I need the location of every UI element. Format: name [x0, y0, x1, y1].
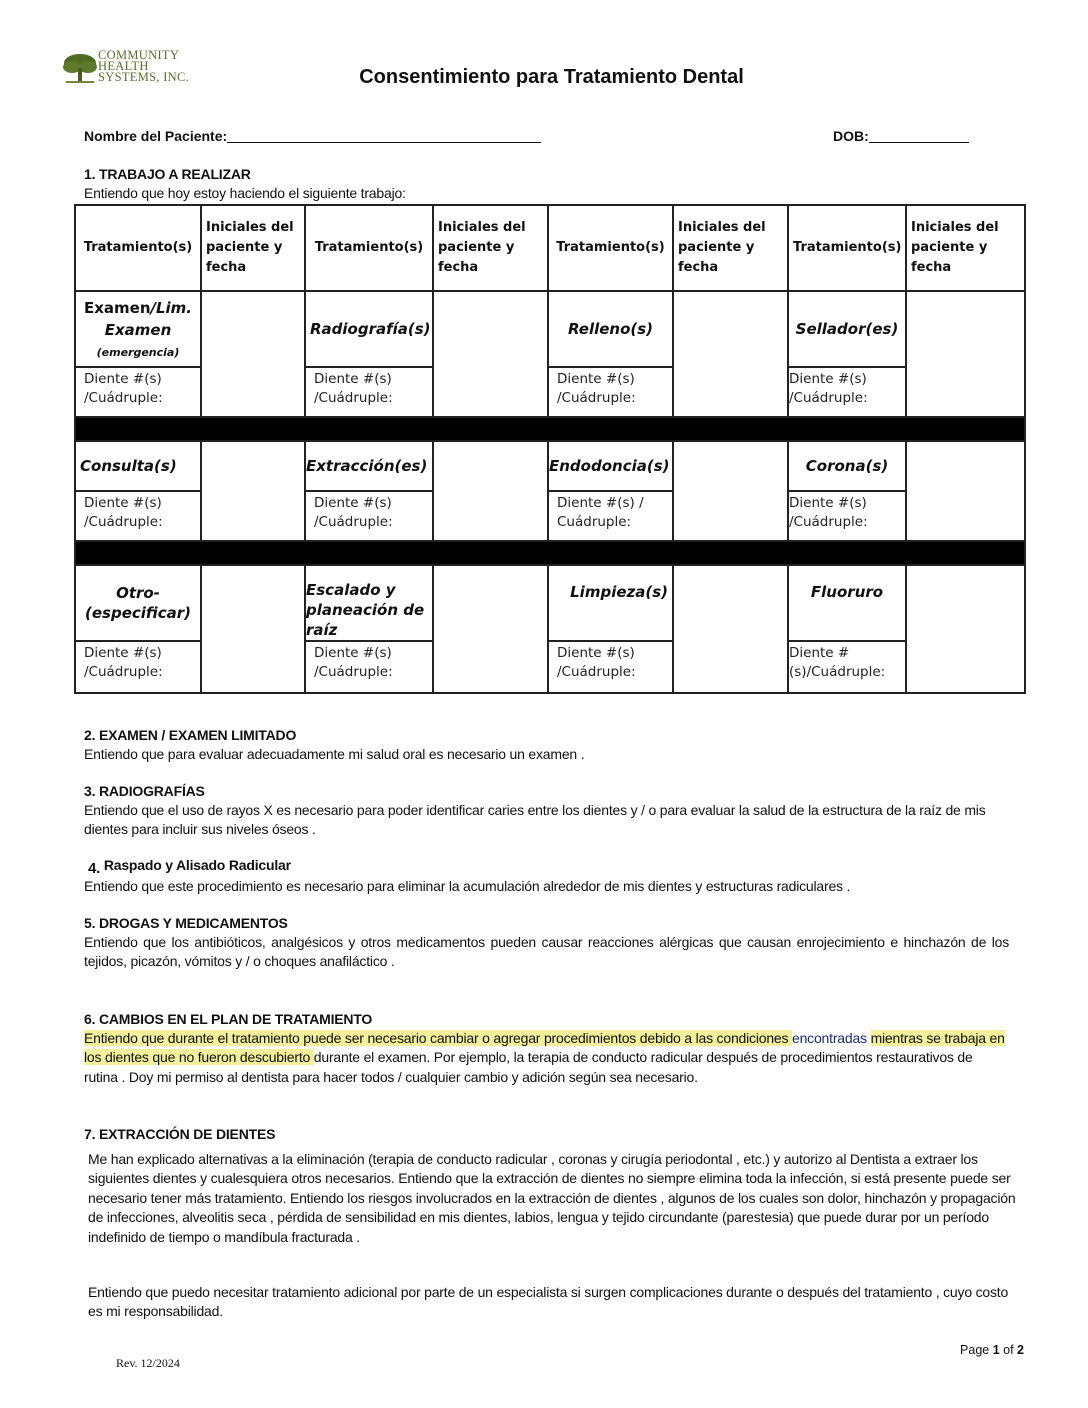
tooth-field[interactable]: Diente #(s) /Cuádruple:	[305, 367, 433, 417]
patient-name-field[interactable]	[84, 128, 541, 144]
section-5-text: Entiendo que los antibióticos, analgésicos y otros medicamentos pueden causar reacciones alérgicas que causan enrojecimiento e hinchazón de los tejidos, picazón, vómitos y / o choques anafiláctico .	[84, 934, 1009, 970]
tooth-field[interactable]: Diente #(s)/Cuádruple:	[788, 641, 906, 693]
patient-name-label: Nombre del Paciente:	[84, 128, 228, 144]
page-total: 2	[1017, 1343, 1024, 1357]
section-6-heading: 6. CAMBIOS EN EL PLAN DE TRATAMIENTO	[84, 1011, 373, 1027]
initials-cell[interactable]	[673, 441, 788, 541]
page-prefix: Page	[960, 1343, 993, 1357]
treatment-name-line2: Examen	[104, 321, 172, 339]
section-4-title: Raspado y Alisado Radicular	[103, 857, 291, 873]
treatment-radiography[interactable]: Radiografía(s)	[305, 291, 433, 367]
tooth-field[interactable]: Diente #(s) /Cuádruple:	[788, 367, 906, 417]
column-header-initials: Iniciales del paciente y fecha	[906, 205, 1025, 291]
page-current: 1	[992, 1343, 1000, 1357]
column-header-treatment: Tratamiento(s)	[75, 205, 201, 291]
section-6-rest: durante el examen. Por ejemplo, la terapia de conducto radicular después de procedimientos restaurativos de rutina . Doy mi permiso al dentista para hacer todos / cualquier cambio y adición según sea necesario.	[84, 1049, 973, 1085]
revision-label: Rev. 12/2024	[116, 1356, 180, 1370]
treatment-name: Examen	[83, 299, 151, 317]
section-7-heading: 7. EXTRACCIÓN DE DIENTES	[84, 1126, 276, 1142]
column-header-treatment: Tratamiento(s)	[305, 205, 433, 291]
tooth-field[interactable]: Diente #(s) /Cuádruple:	[75, 491, 201, 541]
section-1-intro: Entiendo que hoy estoy haciendo el siguiente trabajo:	[84, 185, 406, 201]
initials-cell[interactable]	[906, 291, 1025, 417]
treatment-extraction[interactable]: Extracción(es)	[305, 441, 433, 491]
treatment-name-suffix: /Lim.	[150, 299, 193, 317]
tooth-field[interactable]: Diente #(s) / Cuádruple:	[548, 491, 673, 541]
tooth-field[interactable]: Diente #(s) /Cuádruple:	[75, 641, 201, 693]
initials-cell[interactable]	[201, 441, 305, 541]
section-3-heading: 3. RADIOGRAFÍAS	[84, 783, 205, 799]
logo-line-1: COMMUNITY	[98, 48, 180, 62]
table-header-row	[75, 205, 1025, 291]
initials-cell[interactable]	[201, 565, 305, 693]
section-4-number: 4.	[88, 860, 101, 877]
tooth-field[interactable]: Diente #(s) /Cuádruple:	[548, 641, 673, 693]
table-row	[75, 565, 1025, 641]
section-7-paragraph-2: Entiendo que puedo necesitar tratamiento adicional por parte de un especialista si surgen complicaciones durante o después del tratamiento , cuyo costo es mi responsabilidad.	[88, 1284, 1009, 1320]
treatment-filling[interactable]: Relleno(s)	[548, 291, 673, 367]
initials-cell[interactable]	[433, 441, 548, 541]
section-2-text: Entiendo que para evaluar adecuadamente mi salud oral es necesario un examen .	[84, 746, 585, 762]
treatment-fluoride[interactable]: Fluoruro	[788, 565, 906, 641]
section-4-heading	[88, 857, 291, 877]
separator-row	[75, 541, 1025, 565]
column-header-treatment: Tratamiento(s)	[788, 205, 906, 291]
tooth-field[interactable]: Diente #(s) /Cuádruple:	[548, 367, 673, 417]
section-5-heading: 5. DROGAS Y MEDICAMENTOS	[84, 915, 288, 931]
document-title: Consentimiento para Tratamiento Dental	[359, 66, 744, 88]
column-header-initials: Iniciales del paciente y fecha	[673, 205, 788, 291]
tooth-field[interactable]: Diente #(s) /Cuádruple:	[305, 491, 433, 541]
highlighted-text: Entiendo que durante el tratamiento puede ser necesario cambiar o agregar procedimientos debido a las condiciones	[84, 1030, 792, 1046]
treatment-crown[interactable]: Corona(s)	[788, 441, 906, 491]
column-header-treatment: Tratamiento(s)	[548, 205, 673, 291]
page-number	[960, 1343, 1024, 1357]
dob-label: DOB:	[833, 128, 869, 144]
separator-bar	[75, 417, 1025, 441]
initials-cell[interactable]	[433, 291, 548, 417]
treatment-exam[interactable]	[75, 291, 201, 367]
treatment-cleaning[interactable]: Limpieza(s)	[548, 565, 673, 641]
patient-name-input[interactable]	[227, 128, 541, 143]
highlighted-text: mientras se trabaja en los dientes que no fueron descubierto	[84, 1030, 1005, 1066]
section-7-paragraph-1: Me han explicado alternativas a la eliminación (terapia de conducto radicular , coronas y cirugía periodontal , etc.) y autorizo al Dentista a extraer los siguientes dientes y cualesquiera otros necesarios. Entiendo que la extracción de dientes no siempre elimina toda la infección, si está presente puede ser necesario tener más tratamiento. Entiendo los riesgos involucrados en la extracción de dientes , algunos de los cuales son dolor, hinchazón y propagación de infecciones, alveolitis seca , pérdida de sensibilidad en mis dientes, labios, lengua y tejido circundante (parestesia) que puede durar por un período indefinido de tiempo o mandíbula fracturada .	[88, 1151, 1016, 1245]
initials-cell[interactable]	[201, 291, 305, 417]
separator-row	[75, 417, 1025, 441]
table-row	[75, 441, 1025, 491]
tooth-field[interactable]: Diente #(s) /Cuádruple:	[788, 491, 906, 541]
dob-input[interactable]	[869, 128, 969, 143]
section-4-text: Entiendo que este procedimiento es necesario para eliminar la acumulación alrededor de mis dientes y estructuras radiculares .	[84, 878, 851, 894]
logo-line-3: SYSTEMS, INC.	[98, 70, 190, 84]
section-6-text	[84, 1029, 1009, 1087]
page-of: of	[999, 1343, 1018, 1357]
treatment-sealant[interactable]: Sellador(es)	[788, 291, 906, 367]
tooth-field[interactable]: Diente #(s) /Cuádruple:	[75, 367, 201, 417]
dob-field[interactable]	[833, 128, 969, 144]
column-header-initials: Iniciales del paciente y fecha	[201, 205, 305, 291]
treatment-endodontics[interactable]: Endodoncia(s)	[548, 441, 673, 491]
initials-cell[interactable]	[906, 565, 1025, 693]
section-2-heading: 2. EXAMEN / EXAMEN LIMITADO	[84, 727, 297, 743]
tooth-field[interactable]: Diente #(s) /Cuádruple:	[305, 641, 433, 693]
initials-cell[interactable]	[433, 565, 548, 693]
treatment-other[interactable]: Otro-(especificar)	[75, 565, 201, 641]
treatment-note: (emergencia)	[96, 346, 180, 359]
initials-cell[interactable]	[906, 441, 1025, 541]
blue-text: encontradas	[792, 1030, 867, 1046]
logo-line-2: HEALTH	[98, 59, 149, 73]
section-3-text: Entiendo que el uso de rayos X es necesario para poder identificar caries entre los dientes y / o para evaluar la salud de la estructura de la raíz de mis dientes para incluir sus niveles óseos .	[84, 802, 986, 838]
table-row	[75, 291, 1025, 367]
treatment-scaling-root-planing[interactable]: Escalado y planeación de raíz	[305, 565, 433, 641]
treatment-table	[74, 204, 1026, 694]
initials-cell[interactable]	[673, 291, 788, 417]
initials-cell[interactable]	[673, 565, 788, 693]
section-1-heading: 1. TRABAJO A REALIZAR	[84, 166, 251, 182]
column-header-initials: Iniciales del paciente y fecha	[433, 205, 548, 291]
separator-bar	[75, 541, 1025, 565]
treatment-consultation[interactable]: Consulta(s)	[75, 441, 201, 491]
